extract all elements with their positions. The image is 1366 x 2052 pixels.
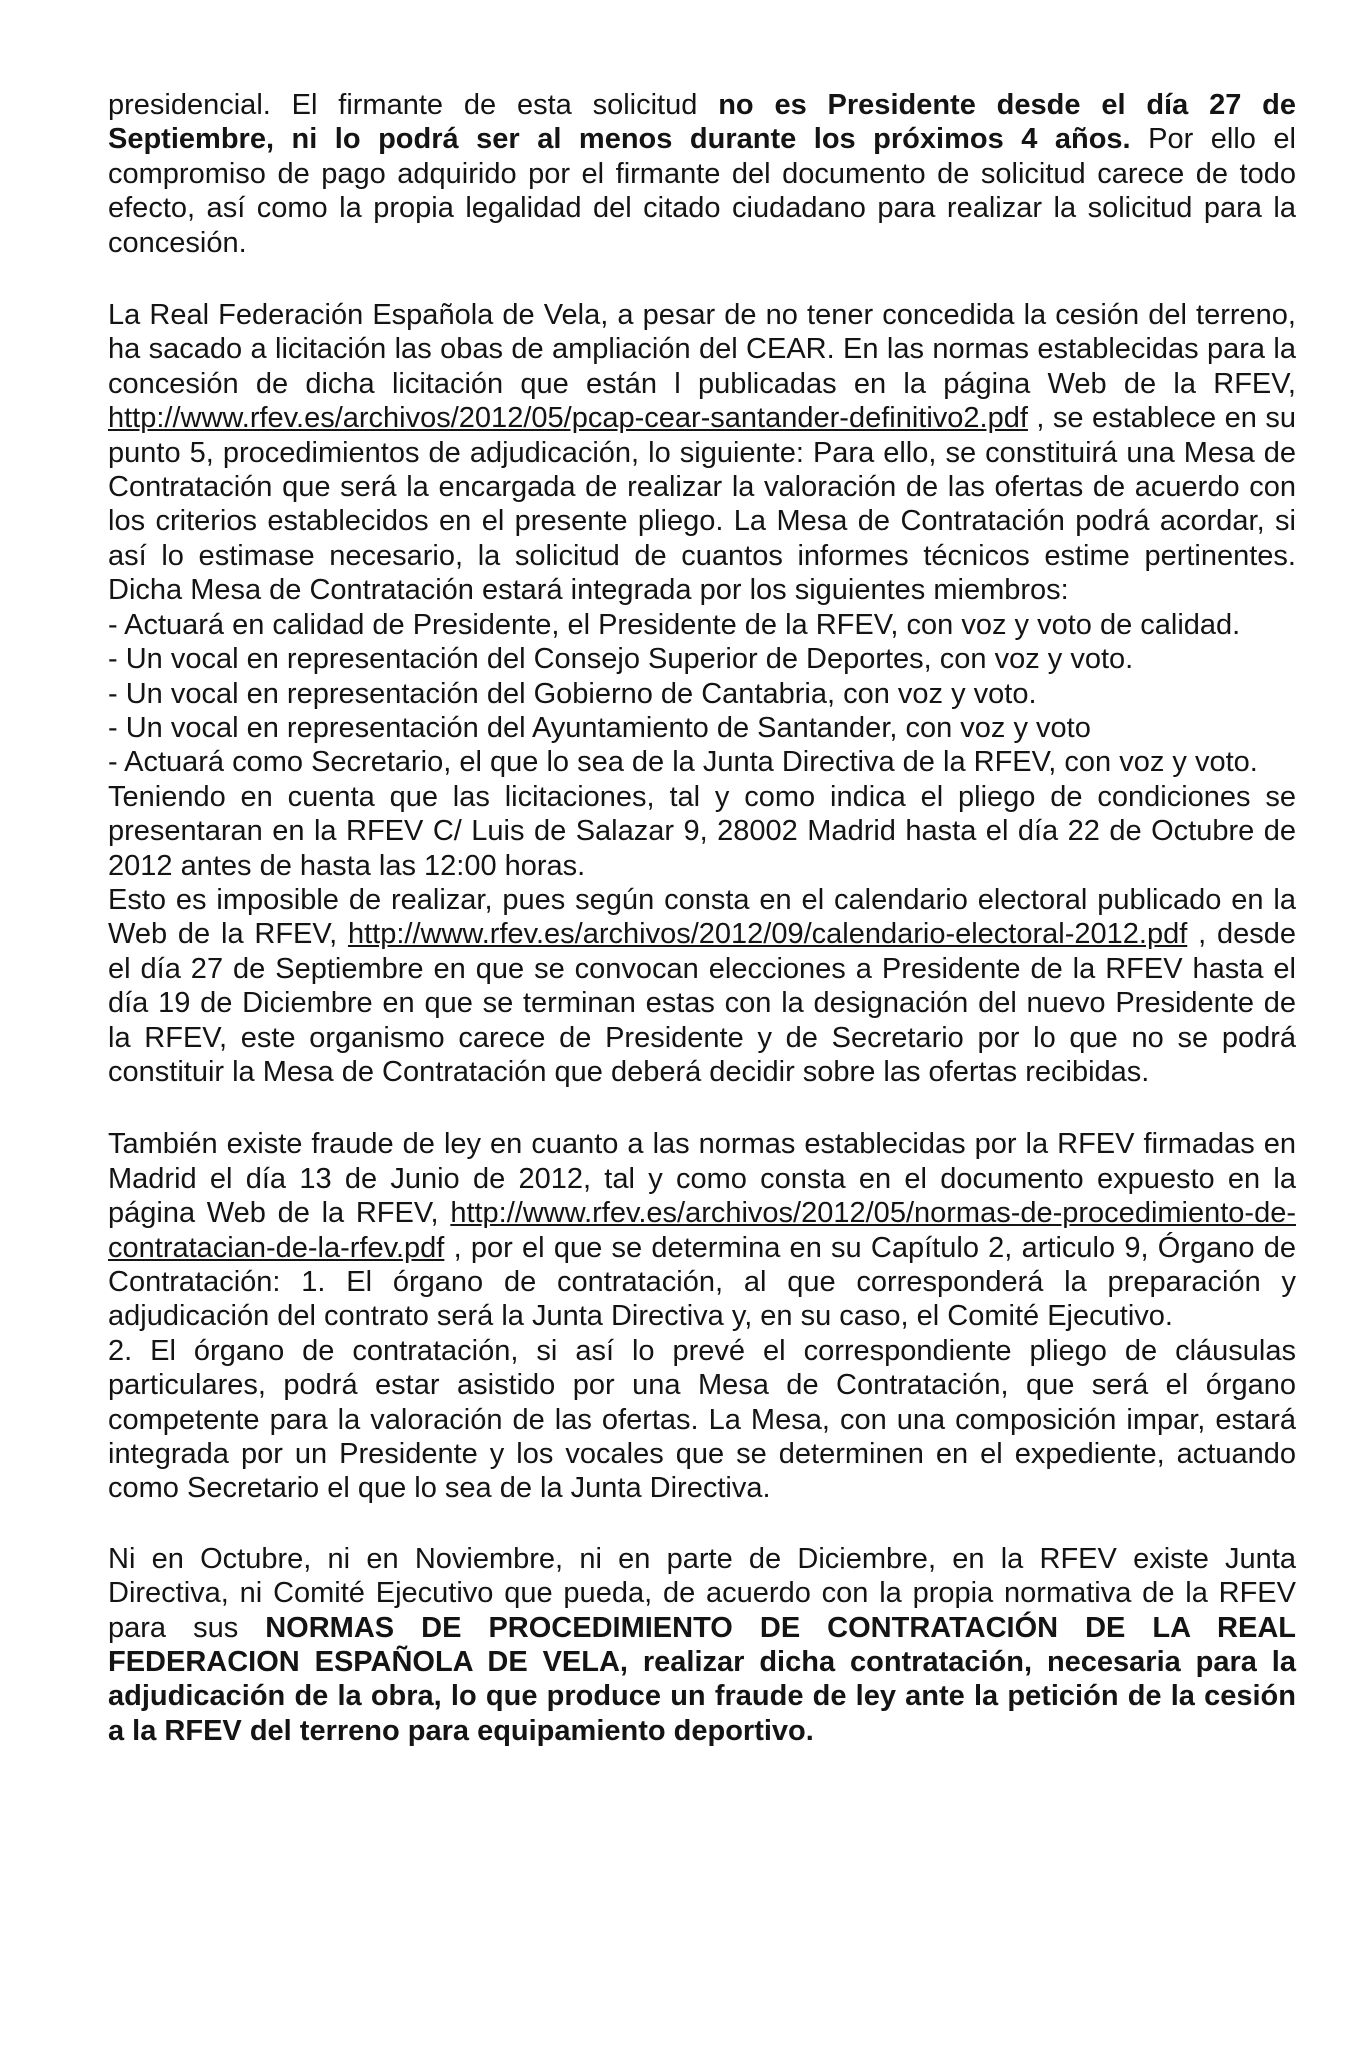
paragraph-fraude [108,1127,1296,1505]
list-item: - Actuará como Secretario, el que lo sea de la Junta Directiva de la RFEV, con voz y voto. [108,746,1258,779]
text: , se establece en su punto 5, procedimientos de adjudicación, lo siguiente: Para ello, se constituirá una Mesa de Contratación que será la encargada de realizar la valoración de las ofertas de acuerdo con los criterios establecidos en el presente pliego. La Mesa de Contratación podrá acordar, si así lo estimase necesario, la solicitud de cuantos informes técnicos estime pertinentes. Dicha Mesa de Contratación estará integrada por los siguientes miembros: [108,402,1296,607]
paragraph-gap [108,260,1296,298]
text: , desde el día 27 de Septiembre en que se convocan elecciones a Presidente de la RFEV hasta el día 19 de Diciembre en que se terminan estas con la designación del nuevo Presidente de la RFEV, este organismo carece de Presidente y de Secretario por lo que no se podrá constituir la Mesa de Contratación que deberá decidir sobre las ofertas recibidas. [108,918,1296,1088]
paragraph-gap [108,1089,1296,1127]
list-item: - Un vocal en representación del Consejo Superior de Deportes, con voz y voto. [108,643,1134,676]
text: La Real Federación Española de Vela, a pesar de no tener concedida la cesión del terreno, ha sacado a licitación las obas de ampliación del CEAR. En las normas establecidas para la concesión de dicha licitación que están l publicadas en la página Web de la RFEV, [108,299,1296,400]
text: Esto es imposible de realizar, pues según consta en el calendario electoral publicado en la Web de la RFEV, [108,883,1296,951]
paragraph-licitacion [108,298,1296,1089]
bold-text: no es Presidente desde el día 27 de Septiembre, ni lo podrá ser al menos durante los próximos 4 años. [108,89,1296,156]
paragraph-presidencial [108,88,1296,260]
document-page [108,88,1296,1748]
pliego-link[interactable]: http://www.rfev.es/archivos/2012/05/pcap-cear-santander-definitivo2.pdf [108,402,1028,435]
text: presidencial. El firmante de esta solicitud [108,89,719,121]
text: Por ello el compromiso de pago adquirido por el firmante del documento de solicitud carece de todo efecto, así como la propia legalidad del citado ciudadano para realizar la solicitud para la concesión. [108,123,1296,259]
text-line: 2. El órgano de contratación, si así lo prevé el correspondiente pliego de cláusulas particulares, podrá estar asistido por una Mesa de Contratación, que será el órgano competente para la valoración de las ofertas. La Mesa, con una composición impar, estará integrada por un Presidente y los vocales que se determinen en el expediente, actuando como Secretario el que lo sea de la Junta Directiva. [108,1334,1296,1505]
text: , por el que se determina en su Capítulo 2, articulo 9, Órgano de Contratación: 1. El órgano de contratación, al que corresponderá la preparación y adjudicación del contrato será la Junta Directiva y, en su caso, el Comité Ejecutivo. [108,1231,1296,1333]
list-item: - Actuará en calidad de Presidente, el Presidente de la RFEV, con voz y voto de calidad. [108,608,1241,641]
normas-link[interactable]: http://www.rfev.es/archivos/2012/05/normas-de-procedimiento-de-contratacian-de-la-rfev.pdf [108,1197,1296,1264]
text: Ni en Octubre, ni en Noviembre, ni en parte de Diciembre, en la RFEV existe Junta Directiva, ni Comité Ejecutivo que pueda, de acuerdo con la propia normativa de la RFEV para sus [108,1542,1296,1644]
text: También existe fraude de ley en cuanto a las normas establecidas por la RFEV firmadas en Madrid el día 13 de Junio de 2012, tal y como consta en el documento expuesto en la página Web de la RFEV, [108,1128,1296,1230]
paragraph-conclusion [108,1542,1296,1748]
paragraph-gap [108,1506,1296,1542]
calendario-link[interactable]: http://www.rfev.es/archivos/2012/09/calendario-electoral-2012.pdf [347,918,1188,951]
bold-text: NORMAS DE PROCEDIMIENTO DE CONTRATACIÓN DE LA REAL FEDERACION ESPAÑOLA DE VELA, realizar dicha contratación, necesaria para la adjudicación de la obra, lo que produce un fraude de ley ante la petición de la cesión a la RFEV del terreno para equipamiento deportivo. [108,1611,1296,1747]
list-item: - Un vocal en representación del Ayuntamiento de Santander, con voz y voto [108,711,1091,744]
list-item: - Un vocal en representación del Gobierno de Cantabria, con voz y voto. [108,677,1037,710]
text-line: Teniendo en cuenta que las licitaciones, tal y como indica el pliego de condiciones se presentaran en la RFEV C/ Luis de Salazar 9, 28002 Madrid hasta el día 22 de Octubre de 2012 antes de hasta las 12:00 horas. [108,780,1296,882]
text-line [108,883,1296,1089]
